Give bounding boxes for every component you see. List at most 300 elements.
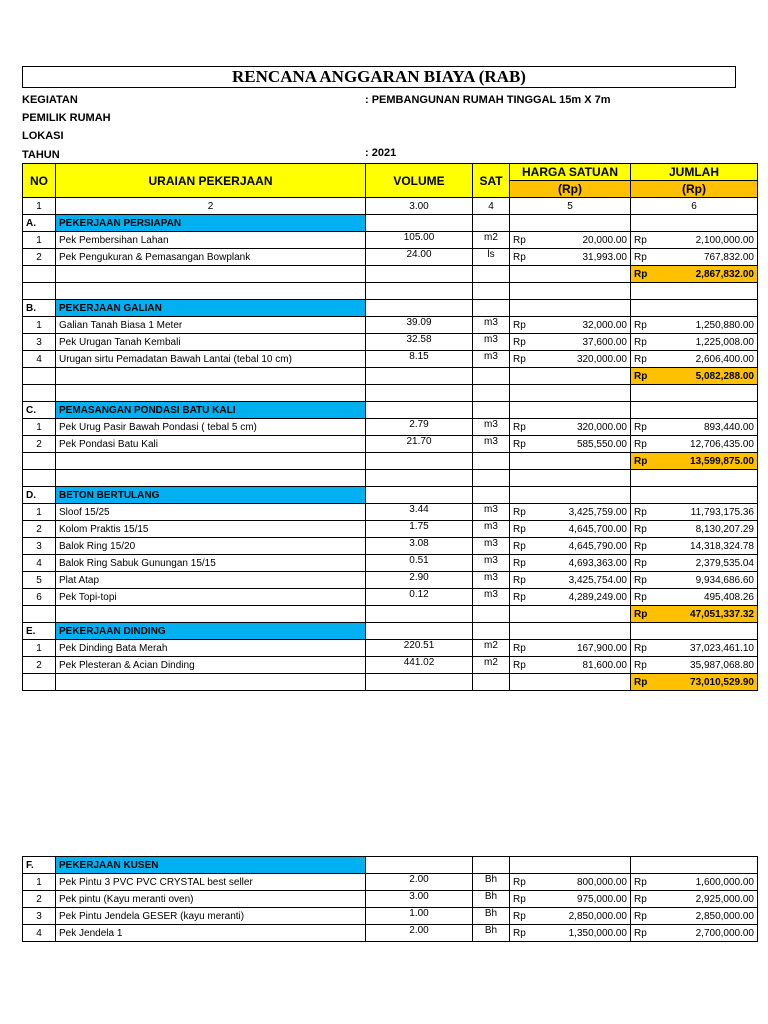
empty-cell [510,402,540,419]
empty-cell [56,283,366,300]
item-unit: m3 [473,555,510,572]
item-volume: 32.58 [366,334,473,351]
item-unit: m2 [473,640,510,657]
item-no: 2 [23,436,56,453]
item-amount: 37,023,461.10 [661,640,758,657]
currency-label: Rp [631,351,661,368]
item-no: 3 [23,334,56,351]
document-title: RENCANA ANGGARAN BIAYA (RAB) [22,66,736,88]
subtotal-row [23,606,758,623]
table-row [23,538,758,555]
empty-cell [366,215,473,232]
currency-label: Rp [510,555,540,572]
info-value-kegiatan: : PEMBANGUNAN RUMAH TINGGAL 15m X 7m [365,94,611,106]
item-unit: m3 [473,538,510,555]
item-unit-price: 800,000.00 [540,874,631,891]
item-unit: m3 [473,589,510,606]
empty-cell [631,402,661,419]
table-row [23,908,758,925]
empty-cell [510,266,540,283]
item-amount: 1,225,008.00 [661,334,758,351]
section-row [23,623,758,640]
empty-cell [473,300,510,317]
empty-cell [510,215,540,232]
header-harga-unit: (Rp) [510,181,631,198]
empty-cell [56,674,366,691]
currency-label: Rp [631,317,661,334]
item-unit: m3 [473,419,510,436]
item-volume: 3.08 [366,538,473,555]
info-value-tahun: : 2021 [365,147,397,159]
empty-cell [366,470,473,487]
empty-cell [473,283,510,300]
empty-cell [473,385,510,402]
section-name: PEKERJAAN DINDING [56,623,366,640]
empty-cell [23,470,56,487]
table-row [23,334,758,351]
empty-cell [540,402,631,419]
item-amount: 495,408.26 [661,589,758,606]
item-name: Sloof 15/25 [56,504,366,521]
empty-cell [631,215,661,232]
item-name: Pek Pondasi Batu Kali [56,436,366,453]
item-no: 4 [23,555,56,572]
rab-table-main [22,163,758,691]
subtotal-row [23,453,758,470]
currency-label: Rp [510,504,540,521]
section-code: D. [23,487,56,504]
item-name: Pek Dinding Bata Merah [56,640,366,657]
blank-row [23,283,758,300]
empty-cell [510,470,540,487]
empty-cell [366,674,473,691]
item-unit: m3 [473,317,510,334]
item-amount: 2,100,000.00 [661,232,758,249]
item-unit: m3 [473,334,510,351]
item-unit: m2 [473,657,510,674]
item-unit-price: 32,000.00 [540,317,631,334]
empty-cell [661,857,758,874]
item-unit-price: 81,600.00 [540,657,631,674]
currency-label: Rp [631,606,661,623]
currency-label: Rp [631,334,661,351]
section-code: F. [23,857,56,874]
item-volume: 2.00 [366,874,473,891]
empty-cell [473,623,510,640]
empty-cell [540,283,631,300]
index-cell: 3.00 [366,198,473,215]
table-row [23,419,758,436]
currency-label: Rp [510,908,540,925]
item-name: Pek Pintu 3 PVC PVC CRYSTAL best seller [56,874,366,891]
currency-label: Rp [631,368,661,385]
info-label-pemilik: PEMILIK RUMAH [22,112,111,124]
table-row [23,521,758,538]
item-unit: Bh [473,891,510,908]
section-row [23,300,758,317]
currency-label: Rp [631,891,661,908]
table-row [23,925,758,942]
item-volume: 24.00 [366,249,473,266]
section-row [23,857,758,874]
empty-cell [473,674,510,691]
item-unit: Bh [473,908,510,925]
empty-cell [510,453,540,470]
currency-label: Rp [510,925,540,942]
empty-cell [661,623,758,640]
item-no: 6 [23,589,56,606]
info-label-tahun: TAHUN [22,149,60,161]
empty-cell [661,215,758,232]
empty-cell [473,470,510,487]
currency-label: Rp [510,249,540,266]
empty-cell [631,283,661,300]
empty-cell [23,368,56,385]
empty-cell [23,283,56,300]
item-name: Balok Ring 15/20 [56,538,366,555]
empty-cell [510,674,540,691]
section-code: C. [23,402,56,419]
empty-cell [661,385,758,402]
header-no: NO [23,164,56,198]
empty-cell [23,606,56,623]
item-unit-price: 4,645,790.00 [540,538,631,555]
item-volume: 2.79 [366,419,473,436]
currency-label: Rp [631,874,661,891]
item-name: Balok Ring Sabuk Gunungan 15/15 [56,555,366,572]
currency-label: Rp [631,453,661,470]
empty-cell [540,266,631,283]
item-volume: 21.70 [366,436,473,453]
item-amount: 35,987,068.80 [661,657,758,674]
currency-label: Rp [510,351,540,368]
item-name: Pek Urug Pasir Bawah Pondasi ( tebal 5 cm) [56,419,366,436]
currency-label: Rp [510,436,540,453]
item-unit-price: 1,350,000.00 [540,925,631,942]
item-volume: 39.09 [366,317,473,334]
empty-cell [366,385,473,402]
item-unit: m2 [473,232,510,249]
item-amount: 2,606,400.00 [661,351,758,368]
subtotal-amount: 2,867,832.00 [661,266,758,283]
empty-cell [631,470,661,487]
header-jumlah: JUMLAH [631,164,758,181]
item-amount: 2,850,000.00 [661,908,758,925]
empty-cell [473,215,510,232]
empty-cell [540,470,631,487]
item-amount: 893,440.00 [661,419,758,436]
item-name: Pek Urugan Tanah Kembali [56,334,366,351]
header-uraian: URAIAN PEKERJAAN [56,164,366,198]
item-unit-price: 585,550.00 [540,436,631,453]
empty-cell [56,368,366,385]
item-unit: m3 [473,572,510,589]
empty-cell [510,283,540,300]
item-no: 1 [23,640,56,657]
item-unit: Bh [473,925,510,942]
item-name: Urugan sirtu Pemadatan Bawah Lantai (tebal 10 cm) [56,351,366,368]
item-unit: Bh [473,874,510,891]
empty-cell [510,623,540,640]
item-volume: 1.75 [366,521,473,538]
item-no: 5 [23,572,56,589]
currency-label: Rp [631,908,661,925]
info-label-lokasi: LOKASI [22,130,64,142]
empty-cell [473,857,510,874]
item-volume: 1.00 [366,908,473,925]
item-amount: 8,130,207.29 [661,521,758,538]
subtotal-amount: 73,010,529.90 [661,674,758,691]
currency-label: Rp [510,891,540,908]
table-row [23,232,758,249]
item-unit-price: 167,900.00 [540,640,631,657]
empty-cell [23,385,56,402]
item-no: 2 [23,249,56,266]
item-name: Galian Tanah Biasa 1 Meter [56,317,366,334]
currency-label: Rp [510,589,540,606]
item-name: Plat Atap [56,572,366,589]
item-name: Pek Pembersihan Lahan [56,232,366,249]
index-cell: 1 [23,198,56,215]
empty-cell [473,368,510,385]
currency-label: Rp [631,436,661,453]
item-no: 4 [23,925,56,942]
empty-cell [23,674,56,691]
item-no: 1 [23,504,56,521]
item-volume: 3.00 [366,891,473,908]
empty-cell [540,215,631,232]
empty-cell [510,385,540,402]
empty-cell [540,300,631,317]
empty-cell [473,266,510,283]
table-row [23,317,758,334]
subtotal-row [23,674,758,691]
empty-cell [661,283,758,300]
rab-table-second [22,856,758,942]
item-no: 1 [23,232,56,249]
currency-label: Rp [631,538,661,555]
empty-cell [540,857,631,874]
section-name: BETON BERTULANG [56,487,366,504]
section-row [23,215,758,232]
empty-cell [473,606,510,623]
currency-label: Rp [510,334,540,351]
section-row [23,402,758,419]
empty-cell [631,623,661,640]
empty-cell [366,623,473,640]
currency-label: Rp [510,521,540,538]
header-jumlah-unit: (Rp) [631,181,758,198]
item-name: Pek Jendela 1 [56,925,366,942]
empty-cell [56,453,366,470]
section-code: E. [23,623,56,640]
table-row [23,589,758,606]
table-row [23,640,758,657]
empty-cell [473,402,510,419]
currency-label: Rp [631,419,661,436]
empty-cell [540,606,631,623]
item-no: 1 [23,419,56,436]
empty-cell [366,402,473,419]
item-no: 2 [23,657,56,674]
item-name: Pek Plesteran & Acian Dinding [56,657,366,674]
item-amount: 1,250,880.00 [661,317,758,334]
currency-label: Rp [510,657,540,674]
header-sat: SAT [473,164,510,198]
item-no: 2 [23,891,56,908]
blank-row [23,385,758,402]
item-name: Pek pintu (Kayu meranti oven) [56,891,366,908]
subtotal-amount: 13,599,875.00 [661,453,758,470]
item-no: 3 [23,538,56,555]
empty-cell [366,487,473,504]
item-unit-price: 320,000.00 [540,419,631,436]
item-unit: m3 [473,521,510,538]
empty-cell [56,606,366,623]
table-row [23,572,758,589]
info-label-kegiatan: KEGIATAN [22,94,78,106]
item-name: Pek Pengukuran & Pemasangan Bowplank [56,249,366,266]
item-volume: 441.02 [366,657,473,674]
item-unit-price: 4,645,700.00 [540,521,631,538]
item-name: Kolom Praktis 15/15 [56,521,366,538]
section-name: PEKERJAAN PERSIAPAN [56,215,366,232]
index-cell: 4 [473,198,510,215]
item-amount: 767,832.00 [661,249,758,266]
item-no: 2 [23,521,56,538]
empty-cell [366,453,473,470]
currency-label: Rp [510,538,540,555]
item-unit-price: 4,693,363.00 [540,555,631,572]
item-no: 4 [23,351,56,368]
item-unit-price: 2,850,000.00 [540,908,631,925]
section-row [23,487,758,504]
item-amount: 2,925,000.00 [661,891,758,908]
empty-cell [540,623,631,640]
section-name: PEMASANGAN PONDASI BATU KALI [56,402,366,419]
currency-label: Rp [510,874,540,891]
empty-cell [473,487,510,504]
subtotal-amount: 5,082,288.00 [661,368,758,385]
empty-cell [510,487,540,504]
empty-cell [23,453,56,470]
item-volume: 3.44 [366,504,473,521]
subtotal-row [23,266,758,283]
empty-cell [661,300,758,317]
currency-label: Rp [631,521,661,538]
item-unit: m3 [473,504,510,521]
currency-label: Rp [631,504,661,521]
item-volume: 220.51 [366,640,473,657]
item-unit-price: 31,993.00 [540,249,631,266]
empty-cell [366,266,473,283]
currency-label: Rp [631,555,661,572]
index-cell: 6 [631,198,758,215]
empty-cell [473,453,510,470]
table-row [23,555,758,572]
empty-cell [540,368,631,385]
empty-cell [56,266,366,283]
empty-cell [631,857,661,874]
item-volume: 2.00 [366,925,473,942]
index-cell: 5 [510,198,631,215]
empty-cell [631,300,661,317]
item-volume: 8.15 [366,351,473,368]
currency-label: Rp [631,232,661,249]
currency-label: Rp [510,572,540,589]
item-amount: 11,793,175.36 [661,504,758,521]
empty-cell [661,402,758,419]
empty-cell [540,487,631,504]
empty-cell [56,385,366,402]
table-row [23,249,758,266]
item-unit: m3 [473,436,510,453]
item-volume: 105.00 [366,232,473,249]
item-unit-price: 3,425,754.00 [540,572,631,589]
item-volume: 0.51 [366,555,473,572]
item-unit-price: 4,289,249.00 [540,589,631,606]
empty-cell [23,266,56,283]
currency-label: Rp [631,674,661,691]
empty-cell [540,385,631,402]
section-code: A. [23,215,56,232]
item-amount: 2,700,000.00 [661,925,758,942]
item-unit-price: 975,000.00 [540,891,631,908]
section-name: PEKERJAAN KUSEN [56,857,366,874]
currency-label: Rp [631,249,661,266]
empty-cell [631,385,661,402]
blank-row [23,470,758,487]
currency-label: Rp [510,640,540,657]
item-name: Pek Topi-topi [56,589,366,606]
item-unit-price: 20,000.00 [540,232,631,249]
currency-label: Rp [510,232,540,249]
table-row [23,436,758,453]
item-amount: 14,318,324.78 [661,538,758,555]
empty-cell [366,857,473,874]
currency-label: Rp [510,317,540,334]
item-amount: 2,379,535.04 [661,555,758,572]
empty-cell [510,606,540,623]
empty-cell [661,487,758,504]
item-volume: 2.90 [366,572,473,589]
header-volume: VOLUME [366,164,473,198]
header-harga: HARGA SATUAN [510,164,631,181]
currency-label: Rp [631,640,661,657]
empty-cell [56,470,366,487]
empty-cell [510,857,540,874]
currency-label: Rp [631,266,661,283]
currency-label: Rp [631,657,661,674]
empty-cell [366,300,473,317]
column-index-row [23,198,758,215]
index-cell: 2 [56,198,366,215]
subtotal-row [23,368,758,385]
currency-label: Rp [631,572,661,589]
empty-cell [631,487,661,504]
currency-label: Rp [631,925,661,942]
section-code: B. [23,300,56,317]
item-unit: ls [473,249,510,266]
header-row [23,164,758,181]
item-unit-price: 3,425,759.00 [540,504,631,521]
empty-cell [366,606,473,623]
item-no: 1 [23,317,56,334]
currency-label: Rp [631,589,661,606]
item-unit: m3 [473,351,510,368]
item-amount: 12,706,435.00 [661,436,758,453]
table-row [23,504,758,521]
